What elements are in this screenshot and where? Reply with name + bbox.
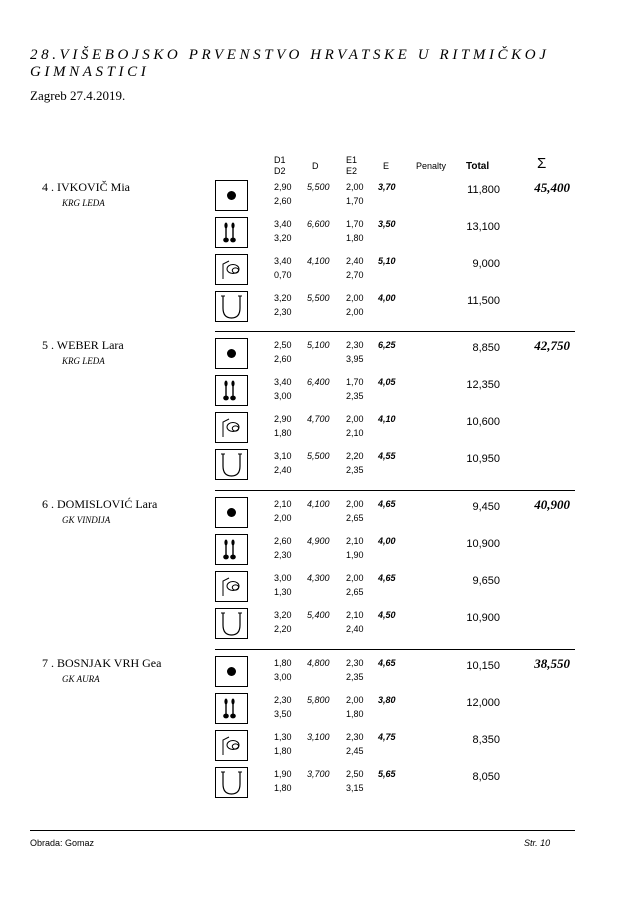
col-header-d2: D2 (274, 166, 286, 176)
score-e: 5,10 (378, 256, 396, 266)
score-e1: 1,70 (346, 219, 364, 229)
score-d1: 2,90 (274, 182, 292, 192)
col-header-d1: D1 (274, 155, 286, 165)
score-e: 4,05 (378, 377, 396, 387)
score-e: 3,70 (378, 182, 396, 192)
score-e2: 3,95 (346, 354, 364, 364)
score-e2: 2,65 (346, 513, 364, 523)
ball-icon (215, 497, 248, 528)
score-e: 3,50 (378, 219, 396, 229)
score-e2: 2,70 (346, 270, 364, 280)
score-d2: 2,60 (274, 354, 292, 364)
score-e2: 2,45 (346, 746, 364, 756)
score-e2: 1,80 (346, 709, 364, 719)
score-e1: 2,20 (346, 451, 364, 461)
athlete-name: 7 . BOSNJAK VRH Gea (42, 656, 162, 670)
score-d2: 2,30 (274, 307, 292, 317)
ribbon-icon (215, 767, 248, 798)
score-total: 9,450 (472, 501, 500, 513)
all-around-sum: 38,550 (534, 656, 570, 671)
score-d1: 2,90 (274, 414, 292, 424)
score-d1: 1,80 (274, 658, 292, 668)
score-e: 4,50 (378, 610, 396, 620)
hoop-icon (215, 254, 248, 285)
score-total: 12,000 (466, 697, 500, 709)
score-d2: 1,80 (274, 746, 292, 756)
score-d1: 3,40 (274, 377, 292, 387)
score-d1: 2,10 (274, 499, 292, 509)
score-e1: 2,00 (346, 695, 364, 705)
athlete-separator (215, 331, 575, 332)
score-d: 5,800 (307, 695, 330, 705)
score-e1: 1,70 (346, 377, 364, 387)
score-d1: 3,20 (274, 610, 292, 620)
ball-icon (215, 180, 248, 211)
score-d2: 1,30 (274, 587, 292, 597)
club-name: GK VINDIJA (62, 515, 111, 525)
score-d2: 3,50 (274, 709, 292, 719)
score-total: 13,100 (466, 221, 500, 233)
score-d1: 1,90 (274, 769, 292, 779)
score-total: 10,150 (466, 660, 500, 672)
score-d2: 1,80 (274, 428, 292, 438)
score-e2: 1,70 (346, 196, 364, 206)
hoop-icon (215, 730, 248, 761)
score-d2: 2,60 (274, 196, 292, 206)
score-d1: 1,30 (274, 732, 292, 742)
score-d: 4,300 (307, 573, 330, 583)
event-date: Zagreb 27.4.2019. (30, 88, 126, 103)
score-d1: 2,50 (274, 340, 292, 350)
score-d: 4,800 (307, 658, 330, 668)
score-e1: 2,30 (346, 732, 364, 742)
club-name: KRG LEDA (62, 198, 105, 208)
score-d1: 3,40 (274, 219, 292, 229)
score-e: 3,80 (378, 695, 396, 705)
score-e1: 2,00 (346, 414, 364, 424)
footer-divider (30, 830, 575, 831)
clubs-icon (215, 693, 248, 724)
score-total: 10,900 (466, 612, 500, 624)
score-e: 4,65 (378, 658, 396, 668)
score-d1: 3,00 (274, 573, 292, 583)
score-d1: 2,30 (274, 695, 292, 705)
col-header-e1: E1 (346, 155, 358, 165)
score-e: 6,25 (378, 340, 396, 350)
score-e1: 2,00 (346, 573, 364, 583)
score-d2: 3,20 (274, 233, 292, 243)
score-e: 4,10 (378, 414, 396, 424)
score-e1: 2,50 (346, 769, 364, 779)
score-total: 9,000 (472, 258, 500, 270)
score-e1: 2,30 (346, 340, 364, 350)
score-d: 5,400 (307, 610, 330, 620)
athlete-name: 4 . IVKOVIČ Mia (42, 180, 130, 194)
score-total: 9,650 (472, 575, 500, 587)
clubs-icon (215, 375, 248, 406)
score-d: 4,700 (307, 414, 330, 424)
score-e2: 1,90 (346, 550, 364, 560)
score-d2: 0,70 (274, 270, 292, 280)
score-e2: 2,35 (346, 391, 364, 401)
ball-icon (215, 338, 248, 369)
score-d2: 3,00 (274, 672, 292, 682)
score-e2: 2,40 (346, 624, 364, 634)
score-e1: 2,10 (346, 610, 364, 620)
score-total: 8,050 (472, 771, 500, 783)
score-d2: 2,20 (274, 624, 292, 634)
ball-icon (215, 656, 248, 687)
score-d: 3,100 (307, 732, 330, 742)
athlete-separator (215, 490, 575, 491)
score-d: 5,500 (307, 293, 330, 303)
score-total: 10,900 (466, 538, 500, 550)
col-header-penalty: Penalty (416, 161, 447, 171)
col-header-e: E (383, 161, 390, 171)
score-e: 4,65 (378, 573, 396, 583)
score-d: 5,500 (307, 451, 330, 461)
score-d2: 1,80 (274, 783, 292, 793)
ribbon-icon (215, 449, 248, 480)
score-e1: 2,10 (346, 536, 364, 546)
col-header-total: Total (466, 161, 490, 172)
score-e: 4,65 (378, 499, 396, 509)
hoop-icon (215, 412, 248, 443)
all-around-sum: 45,400 (534, 180, 570, 195)
score-total: 10,600 (466, 416, 500, 428)
score-e2: 2,10 (346, 428, 364, 438)
score-d: 5,500 (307, 182, 330, 192)
score-e: 4,55 (378, 451, 396, 461)
score-e1: 2,40 (346, 256, 364, 266)
score-total: 11,800 (467, 184, 500, 196)
score-e1: 2,00 (346, 293, 364, 303)
ribbon-icon (215, 291, 248, 322)
score-total: 8,350 (472, 734, 500, 746)
score-e: 4,00 (378, 536, 396, 546)
score-d1: 3,20 (274, 293, 292, 303)
athlete-name: 6 . DOMISLOVIĆ Lara (42, 497, 158, 511)
page-title: 28.VIŠEBOJSKO PRVENSTVO HRVATSKE U RITMIČKOJ GIMNASTICI (30, 47, 550, 80)
athlete-separator (215, 649, 575, 650)
score-e1: 2,00 (346, 182, 364, 192)
score-d1: 2,60 (274, 536, 292, 546)
clubs-icon (215, 217, 248, 248)
score-total: 11,500 (467, 295, 500, 307)
score-d2: 2,30 (274, 550, 292, 560)
col-header-e2: E2 (346, 166, 358, 176)
score-e: 5,65 (378, 769, 396, 779)
score-total: 12,350 (466, 379, 500, 391)
score-total: 10,950 (466, 453, 500, 465)
score-d: 4,100 (307, 256, 330, 266)
score-d2: 2,40 (274, 465, 292, 475)
score-e2: 2,00 (346, 307, 364, 317)
score-d: 4,100 (307, 499, 330, 509)
score-e2: 1,80 (346, 233, 364, 243)
all-around-sum: 42,750 (534, 338, 570, 353)
score-d: 3,700 (307, 769, 330, 779)
athlete-name: 5 . WEBER Lara (42, 338, 124, 352)
score-e2: 3,15 (346, 783, 364, 793)
score-e2: 2,35 (346, 465, 364, 475)
footer-credit: Obrada: Gomaz (30, 838, 95, 848)
col-header-d: D (312, 161, 319, 171)
club-name: KRG LEDA (62, 356, 105, 366)
score-d: 6,600 (307, 219, 330, 229)
score-e1: 2,30 (346, 658, 364, 668)
ribbon-icon (215, 608, 248, 639)
score-d1: 3,10 (274, 451, 292, 461)
score-e: 4,00 (378, 293, 396, 303)
score-d: 4,900 (307, 536, 330, 546)
score-d: 6,400 (307, 377, 330, 387)
col-header-sigma: Σ (537, 155, 547, 172)
score-e2: 2,35 (346, 672, 364, 682)
score-d: 5,100 (307, 340, 330, 350)
all-around-sum: 40,900 (534, 497, 570, 512)
score-e2: 2,65 (346, 587, 364, 597)
score-d2: 2,00 (274, 513, 292, 523)
score-d1: 3,40 (274, 256, 292, 266)
clubs-icon (215, 534, 248, 565)
score-d2: 3,00 (274, 391, 292, 401)
score-e1: 2,00 (346, 499, 364, 509)
score-e: 4,75 (378, 732, 396, 742)
page-number: Str. 10 (524, 838, 551, 848)
score-total: 8,850 (472, 342, 500, 354)
club-name: GK AURA (62, 674, 100, 684)
hoop-icon (215, 571, 248, 602)
